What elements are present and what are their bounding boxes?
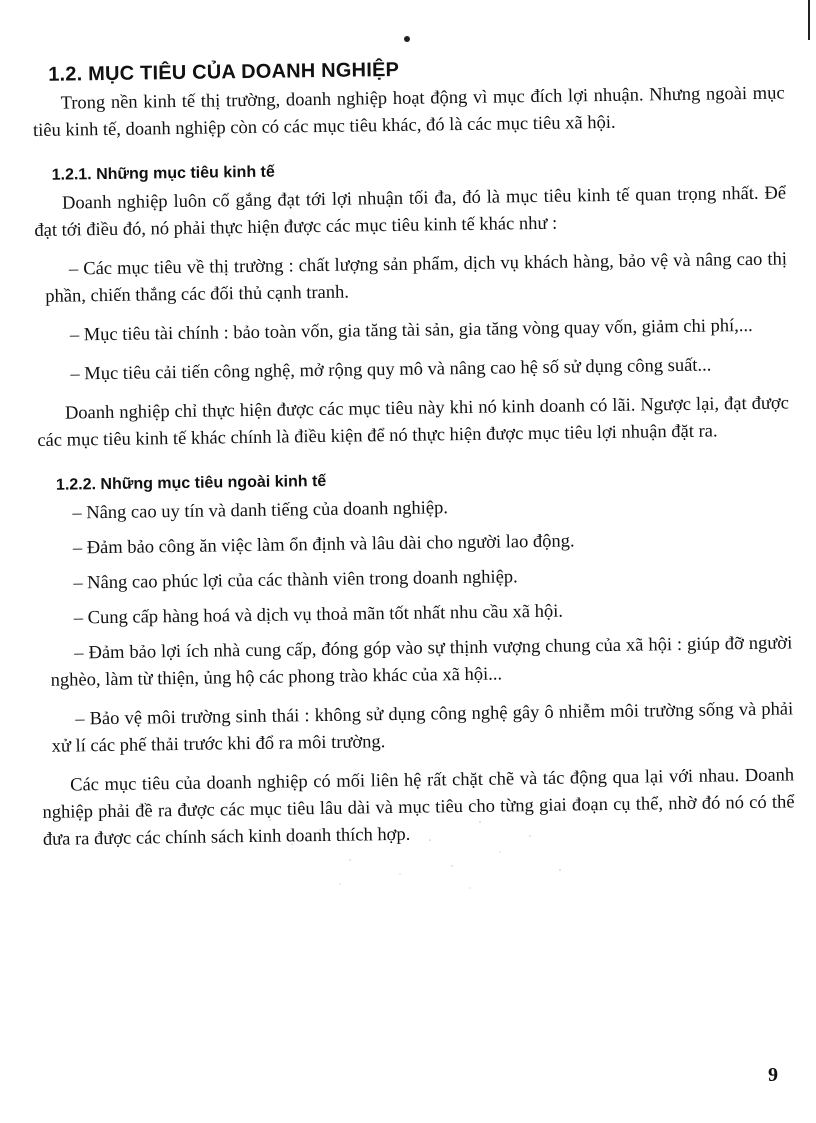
scan-edge-line — [808, 0, 810, 40]
page-content — [32, 46, 795, 866]
list-item: – Nâng cao uy tín và danh tiếng của doanh nghiệp. — [72, 498, 449, 524]
list-item: – Các mục tiêu về thị trường : chất lượng sản phẩm, dịch vụ khách hàng, bảo vệ và nâng cao thị phần, chiến thắng các đối thủ cạnh tranh. — [45, 249, 788, 307]
list-item: – Đảm bảo lợi ích nhà cung cấp, đóng góp vào sự thịnh vượng chung của xã hội : giúp đỡ người nghèo, làm từ thiện, ủng hộ các phong trào khác của xã hội... — [50, 633, 793, 691]
subsection-2-title: 1.2.2. Những mục tiêu ngoài kinh tế — [55, 472, 327, 494]
ink-dot — [404, 36, 410, 42]
list-item: – Mục tiêu tài chính : bảo toàn vốn, gia tăng tài sản, gia tăng vòng quay vốn, giảm chi phí,... — [69, 315, 753, 346]
list-item: – Nâng cao phúc lợi của các thành viên trong doanh nghiệp. — [73, 567, 518, 594]
list-item: – Đảm bảo công ăn việc làm ổn định và lâu dài cho người lao động. — [72, 531, 575, 559]
list-item: – Cung cấp hàng hoá và dịch vụ thoả mãn tốt nhất nhu cầu xã hội. — [73, 601, 564, 629]
section-intro: Trong nền kinh tế thị trường, doanh nghiệp hoạt động vì mục đích lợi nhuận. Nhưng ngoài mục tiêu kinh tế, doanh nghiệp còn có các mục tiêu khác, đó là các mục tiêu xã hội. — [32, 83, 785, 141]
section-title: 1.2. MỤC TIÊU CỦA DOANH NGHIỆP — [48, 58, 400, 86]
list-item: – Bảo vệ môi trường sinh thái : không sử dụng công nghệ gây ô nhiễm môi trường sống và phải xử lí các phế thải trước khi đổ ra môi trường. — [51, 699, 794, 757]
subsection-2-conclusion: Các mục tiêu của doanh nghiệp có mối liên hệ rất chặt chẽ và tác động qua lại với nhau. Doanh nghiệp phải đề ra được các mục tiêu lâu dài và mục tiêu cho từng giai đoạn cụ thể, nhờ đó nó có thể đưa ra được các chính sách kinh doanh thích hợp. — [42, 765, 795, 850]
subsection-1-conclusion: Doanh nghiệp chỉ thực hiện được các mục tiêu này khi nó kinh doanh có lãi. Ngược lại, đạt được các mục tiêu kinh tế khác chính là điều kiện để nó thực hiện được mục tiêu lợi nhuận đặt ra. — [37, 393, 790, 451]
subsection-1-intro: Doanh nghiệp luôn cố gắng đạt tới lợi nhuận tối đa, đó là mục tiêu kinh tế quan trọng nhất. Để đạt tới điều đó, nó phải thực hiện được các mục tiêu kinh tế khác như : — [34, 183, 787, 241]
page-number: 9 — [768, 1064, 778, 1086]
list-item: – Mục tiêu cải tiến công nghệ, mở rộng quy mô và nâng cao hệ số sử dụng công suất... — [70, 355, 712, 385]
subsection-1-title: 1.2.1. Những mục tiêu kinh tế — [51, 163, 275, 184]
